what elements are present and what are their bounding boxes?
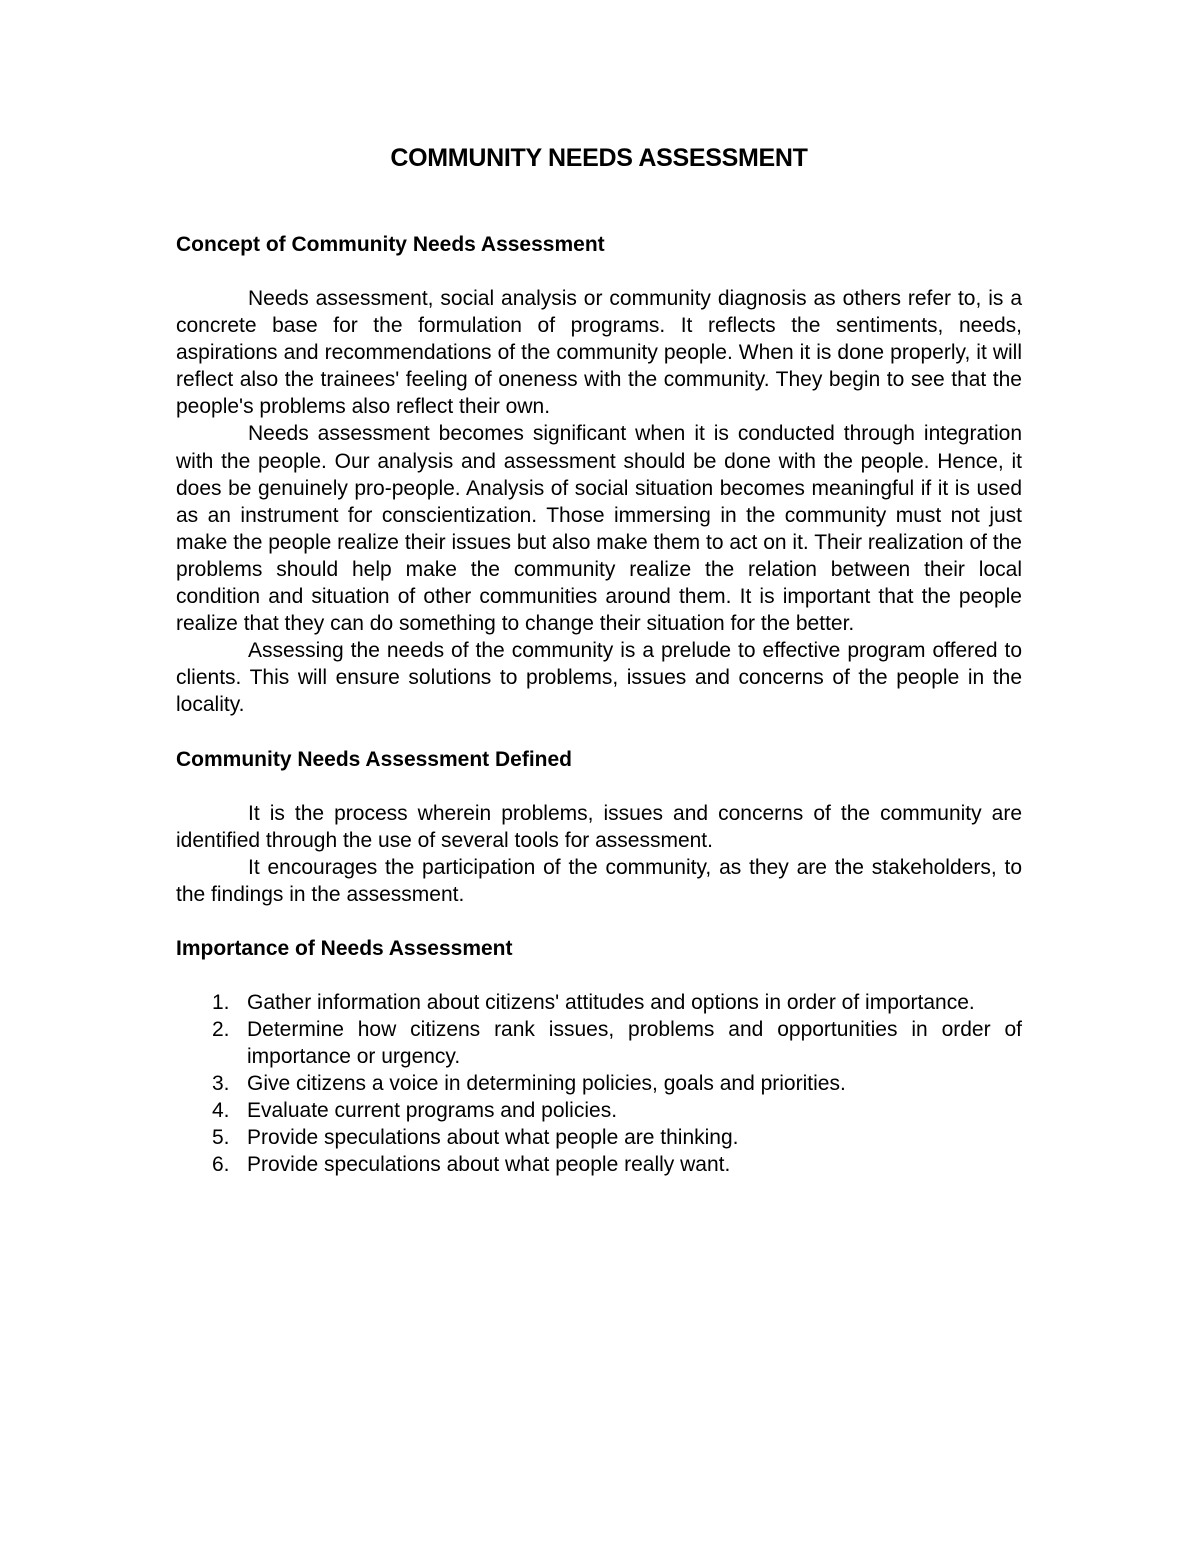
document-page <box>176 140 1022 1179</box>
list-number: 5. <box>212 1126 230 1150</box>
importance-list <box>176 989 1022 1179</box>
list-number: 4. <box>212 1099 230 1123</box>
paragraph: It is the process wherein problems, issues and concerns of the community are identified through the use of several tools for assessment. <box>176 801 1022 852</box>
list-item-text: Provide speculations about what people really want. <box>247 1153 731 1177</box>
page-title: COMMUNITY NEEDS ASSESSMENT <box>390 144 808 172</box>
paragraph: It encourages the participation of the community, as they are the stakeholders, to the findings in the assessment. <box>176 855 1022 906</box>
list-number: 1. <box>212 990 230 1014</box>
section-heading-importance: Importance of Needs Assessment <box>176 936 513 960</box>
list-item <box>176 1070 1022 1097</box>
list-item <box>176 1016 1022 1070</box>
list-item-text: Give citizens a voice in determining policies, goals and priorities. <box>247 1072 846 1096</box>
section-heading-concept: Concept of Community Needs Assessment <box>176 233 605 256</box>
paragraph: Needs assessment becomes significant when it is conducted through integration with the people. Our analysis and assessment should be done with the people. Hence, it does be genuinely pro-people. Analysis of social situation becomes meaningful if it is used as an instrument for conscientization. Those immersing in the community must not just make the people realize their issues but also make them to act on it. Their realization of the problems should help make the community realize the relation between their local condition and situation of other communities around them. It is important that the people realize that they can do something to change their situation for the better. <box>176 422 1022 636</box>
section-body-concept <box>176 285 1022 719</box>
list-item <box>176 989 1022 1016</box>
section-heading-defined: Community Needs Assessment Defined <box>176 747 572 771</box>
list-item-text: Evaluate current programs and policies. <box>247 1099 618 1123</box>
section-body-defined <box>176 800 1022 908</box>
list-item-text: Determine how citizens rank issues, problems and opportunities in order of importance or urgency. <box>247 1017 1022 1069</box>
list-item <box>176 1124 1022 1151</box>
paragraph: Needs assessment, social analysis or community diagnosis as others refer to, is a concrete base for the formulation of programs. It reflects the sentiments, needs, aspirations and recommendations of the community people. When it is done properly, it will reflect also the trainees' feeling of oneness with the community. They begin to see that the people's problems also reflect their own. <box>176 287 1022 419</box>
list-item-text: Provide speculations about what people are thinking. <box>247 1126 739 1150</box>
list-number: 6. <box>212 1153 230 1177</box>
list-number: 2. <box>212 1017 230 1041</box>
list-item-text: Gather information about citizens' attitudes and options in order of importance. <box>247 990 975 1014</box>
list-number: 3. <box>212 1072 230 1096</box>
list-item <box>176 1097 1022 1124</box>
paragraph: Assessing the needs of the community is a prelude to effective program offered to clients. This will ensure solutions to problems, issues and concerns of the people in the locality. <box>176 639 1022 717</box>
list-item <box>176 1151 1022 1178</box>
